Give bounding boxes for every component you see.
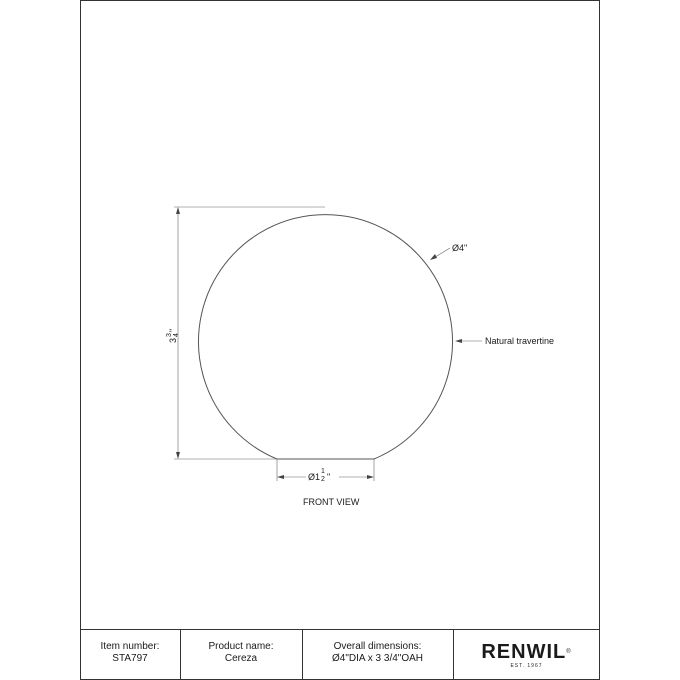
- sphere-outline: [199, 215, 453, 459]
- overall-dimensions-cell: [302, 629, 453, 679]
- diameter-dimension-label: Ø4": [452, 243, 468, 253]
- product-name-value: Cereza: [224, 653, 258, 664]
- base-arrow-right: [367, 475, 374, 479]
- brand-established: EST. 1967: [510, 663, 543, 669]
- height-arrow-top: [176, 207, 180, 214]
- overall-dimensions-value: Ø4"DIA x 3 3/4"OAH: [331, 653, 424, 664]
- height-arrow-bottom: [176, 452, 180, 459]
- view-label: FRONT VIEW: [303, 497, 360, 507]
- brand-logo: [453, 629, 600, 679]
- registered-mark: ®: [566, 649, 572, 655]
- diameter-leader-arrow: [430, 254, 437, 260]
- height-dimension-label: 3 3 4 ": [166, 328, 180, 343]
- base-dimension-label: Ø1 1 2 ": [308, 468, 331, 483]
- item-number-label: Item number:: [100, 641, 160, 652]
- item-number-cell: [80, 629, 180, 679]
- product-name-cell: [180, 629, 302, 679]
- material-leader-arrow: [455, 339, 462, 343]
- brand-name: RENWIL: [481, 641, 567, 663]
- product-name-label: Product name:: [208, 641, 274, 652]
- material-callout: Natural travertine: [485, 336, 555, 346]
- overall-dimensions-label: Overall dimensions:: [333, 641, 422, 652]
- title-block: [80, 629, 600, 679]
- item-number-value: STA797: [112, 653, 148, 664]
- base-arrow-left: [277, 475, 284, 479]
